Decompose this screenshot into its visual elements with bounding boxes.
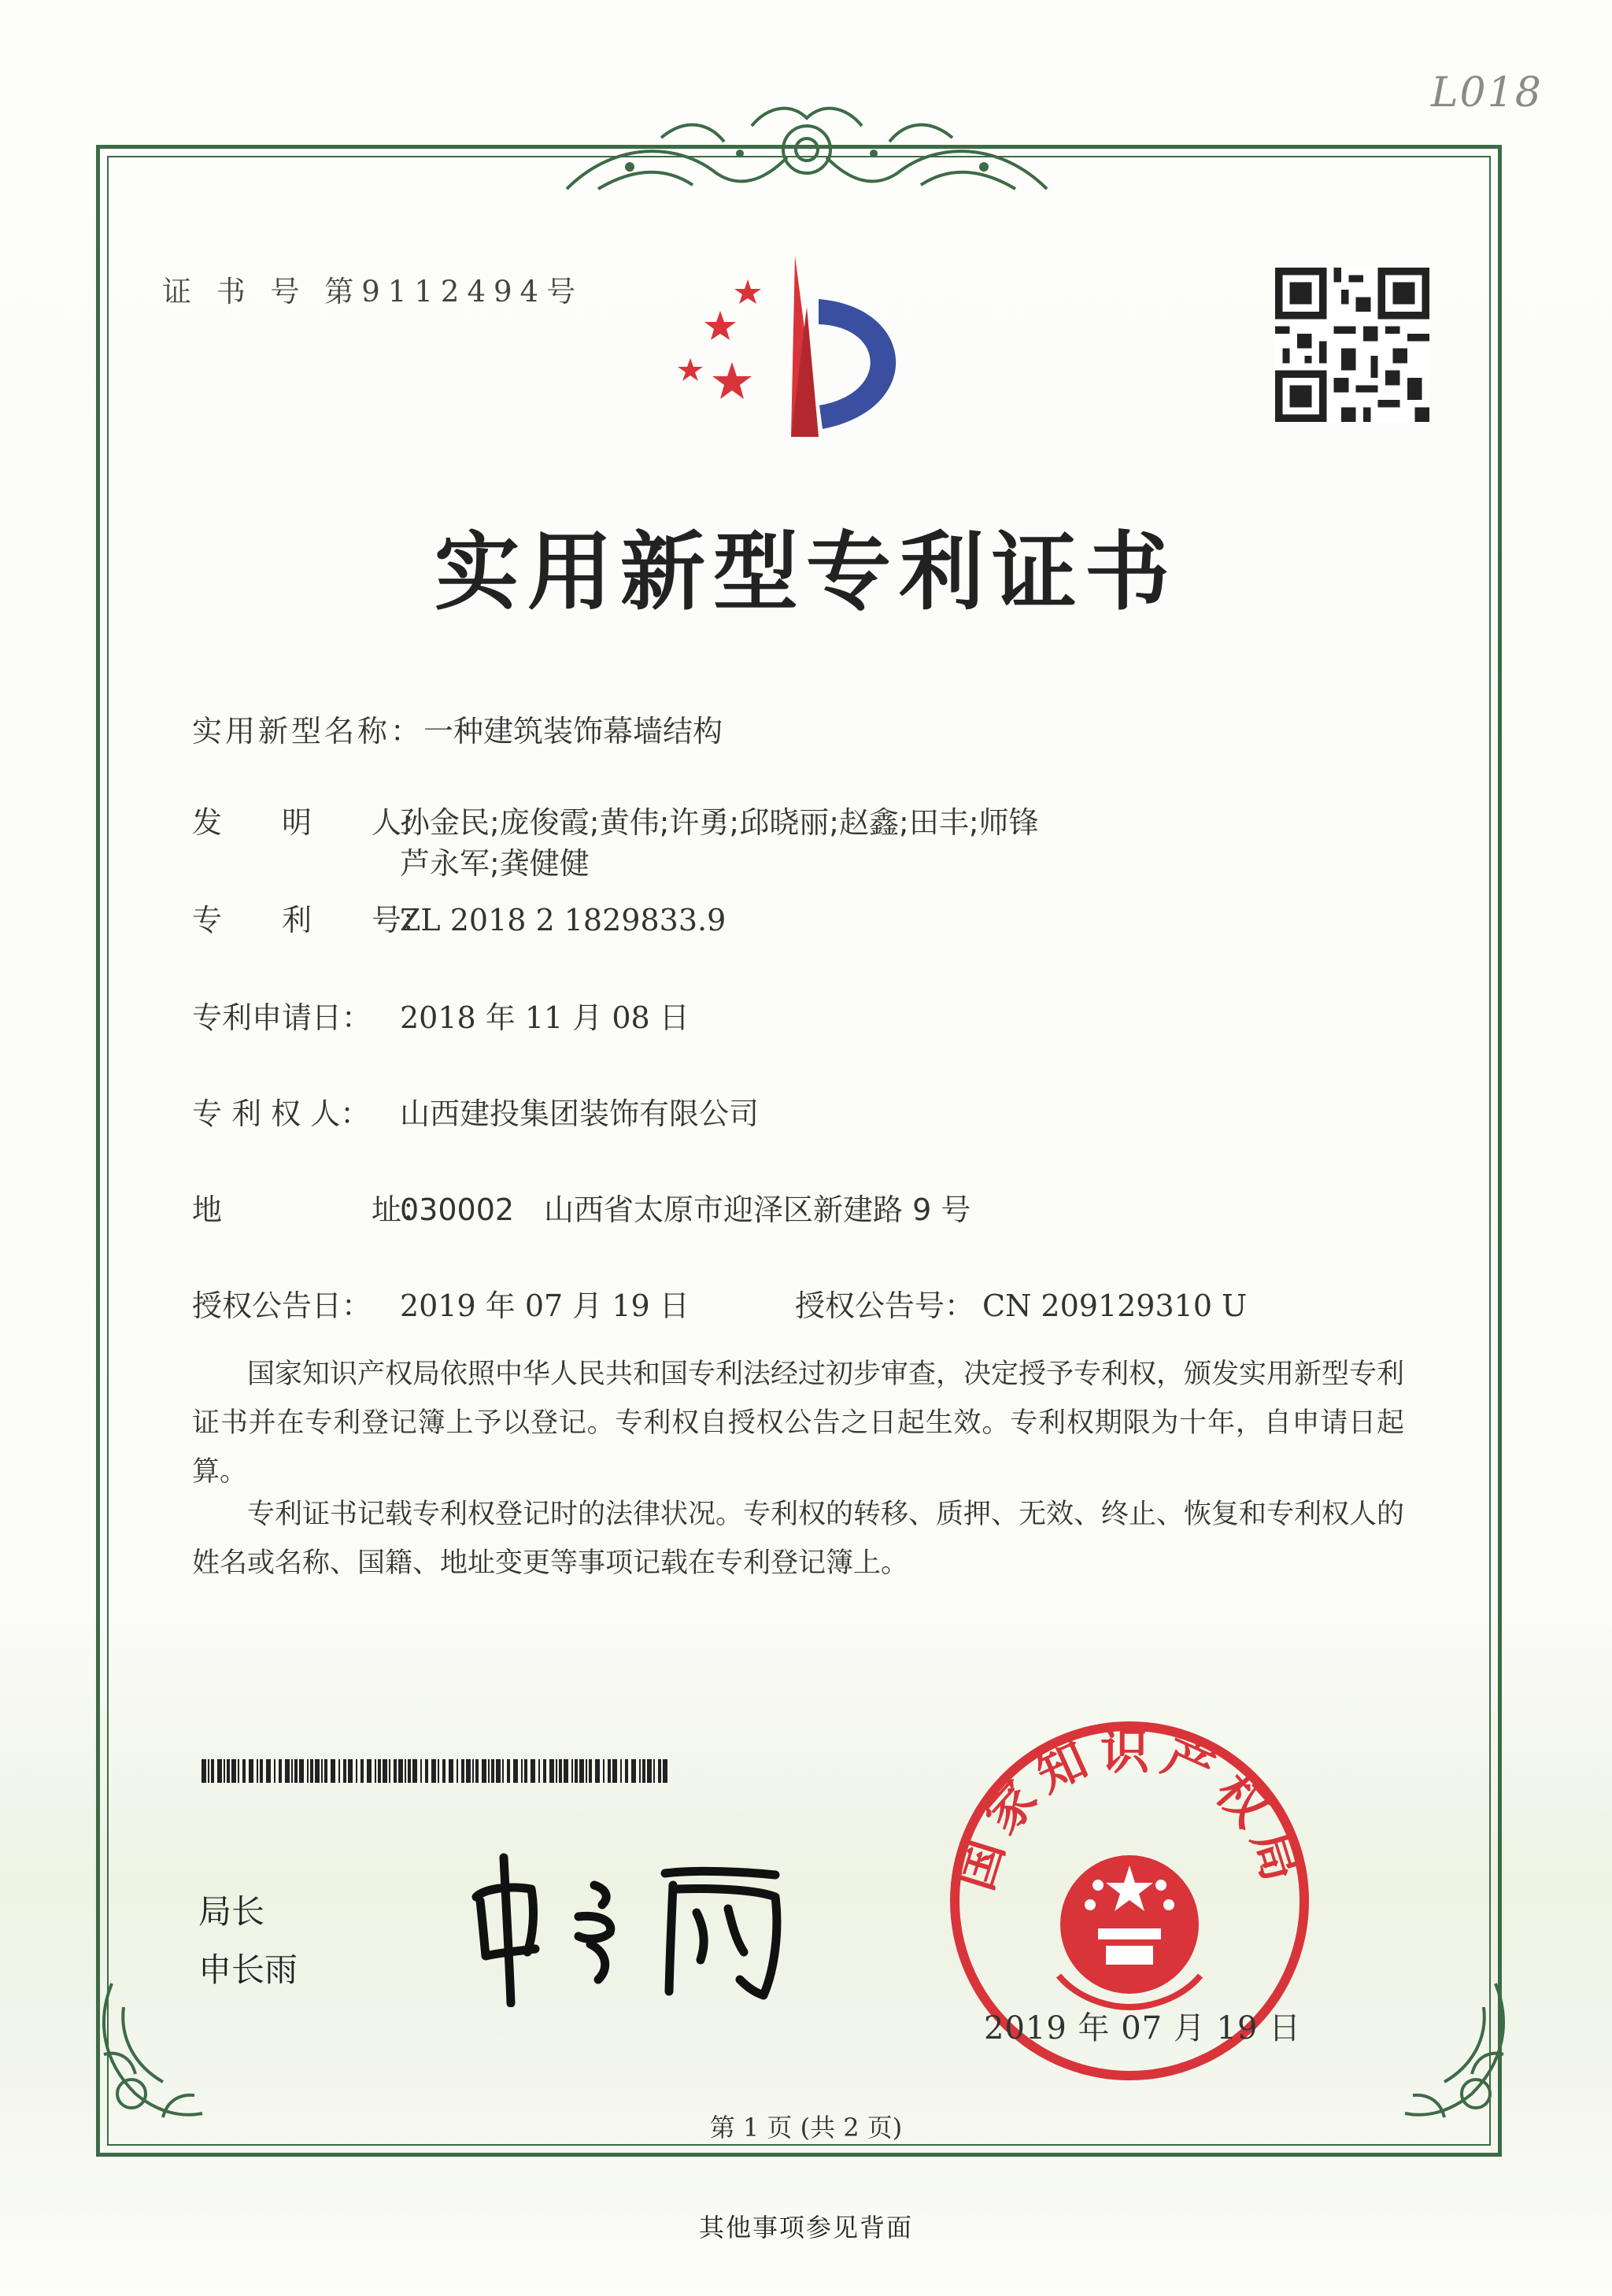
back-side-note: 其他事项参见背面 [698, 2213, 913, 2242]
inventors-value: 孙金民;庞俊霞;黄伟;许勇;邱晓丽;赵鑫;田丰;师锋 [400, 805, 1039, 840]
address-value: 030002 山西省太原市迎泽区新建路 9 号 [400, 1192, 971, 1227]
inventors-continued: 芦永军;龚健健 [400, 846, 590, 881]
utility-model-name-row [192, 707, 723, 750]
corner-ornament-bottom-right-icon [1401, 1976, 1519, 2125]
patent-number-value: ZL 2018 2 1829833.9 [400, 903, 727, 937]
top-ornament-icon [551, 94, 1063, 205]
inventors-row [192, 798, 1039, 841]
filing-date-row [192, 993, 690, 1037]
grant-date-value: 2019 年 07 月 19 日 [400, 1288, 690, 1323]
barcode-icon [202, 1759, 674, 1783]
address-label: 地 址： [192, 1192, 432, 1227]
patentee-label: 专 利 权 人： [192, 1096, 371, 1131]
grant-date-row [192, 1281, 690, 1325]
address-row [192, 1185, 971, 1229]
filing-date-value: 2018 年 11 月 08 日 [400, 1000, 690, 1035]
inventors-label: 发 明 人： [192, 805, 432, 840]
handwritten-signature-icon [460, 1842, 807, 2007]
certificate-number: 证 书 号 第9112494号 [162, 275, 584, 309]
handwritten-corner-note: L018 [1431, 69, 1543, 116]
patentee-row [192, 1089, 759, 1133]
qr-code-icon [1275, 268, 1429, 422]
signatory-title: 局长 [198, 1892, 265, 1931]
issue-date: 2019 年 07 月 19 日 [984, 2010, 1302, 2046]
legal-paragraph-1: 国家知识产权局依照中华人民共和国专利法经过初步审查，决定授予专利权，颁发实用新型专利证书并在专利登记簿上予以登记。专利权自授权公告之日起生效。专利权期限为十年，自申请日起算。 [192, 1359, 1405, 1488]
sipo-logo-icon [673, 252, 925, 445]
utility-model-name-label: 实用新型名称： [192, 714, 424, 749]
publication-number-value: CN 209129310 U [982, 1288, 1248, 1323]
certificate-title: 实用新型专利证书 [434, 523, 1178, 622]
corner-ornament-bottom-left-icon [88, 1976, 206, 2125]
grant-date-label: 授权公告日： [192, 1288, 372, 1323]
legal-paragraph-2: 专利证书记载专利权登记时的法律状况。专利权的转移、质押、无效、终止、恢复和专利权人的姓名或名称、国籍、地址变更等事项记载在专利登记簿上。 [192, 1499, 1405, 1579]
page-indicator: 第 1 页 (共 2 页) [709, 2113, 903, 2143]
seal-text: 国家知识产权局 [945, 1722, 1314, 1897]
patent-number-label: 专 利 号： [192, 903, 432, 937]
patentee-value: 山西建投集团装饰有限公司 [400, 1096, 760, 1131]
publication-number-label: 授权公告号： [795, 1288, 975, 1323]
filing-date-label: 专利申请日： [192, 1000, 372, 1035]
patent-number-row [192, 896, 726, 939]
publication-number-row [795, 1281, 1247, 1325]
signatory-name: 申长雨 [198, 1950, 298, 1989]
utility-model-name-value: 一种建筑装饰幕墙结构 [423, 714, 723, 749]
